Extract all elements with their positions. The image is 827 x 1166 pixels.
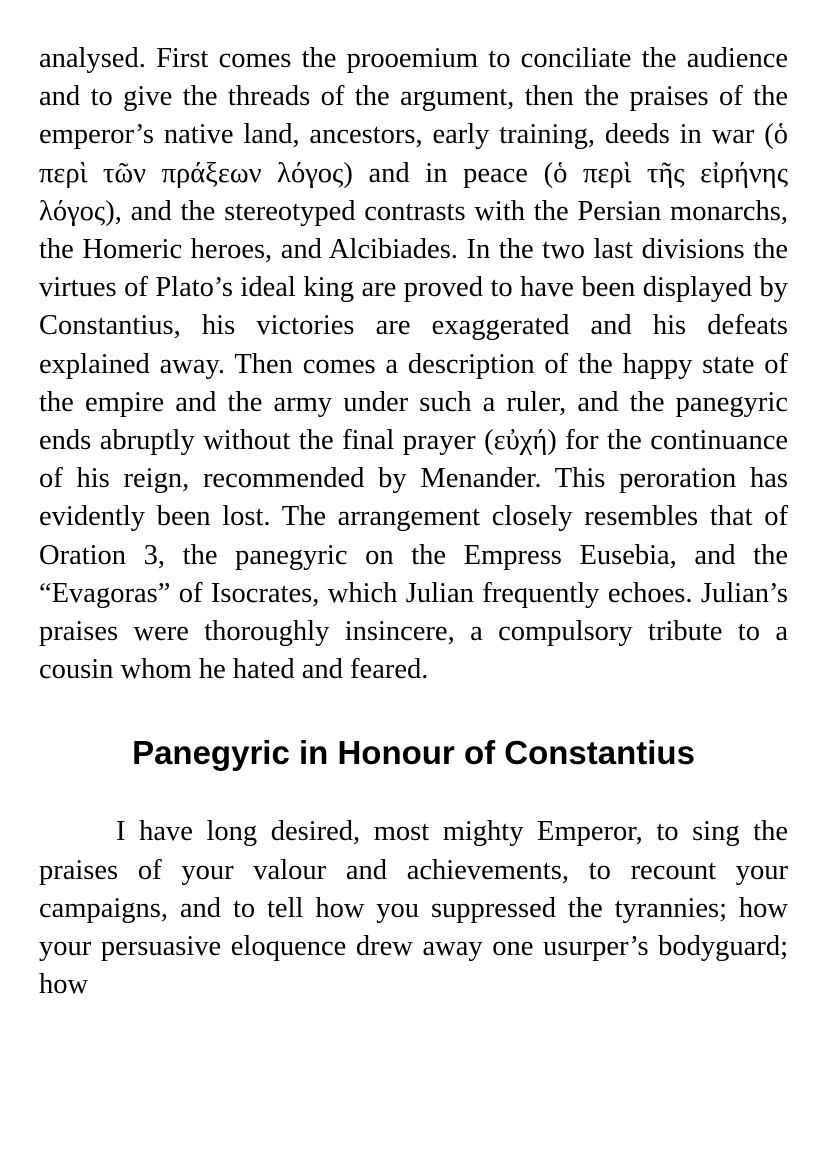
oration-opening-paragraph: I have long desired, most mighty Emperor, to sing the praises of your valour and achievements, to recount your campaigns, and to tell how you suppressed the tyrannies; how your persuasive eloquence drew away one usurper’s bodyguard; how — [39, 816, 788, 1001]
intro-paragraph: analysed. First comes the prooemium to conciliate the audience and to give the threads of the argument, then the praises of the emperor’s native land, ancestors, early training, deeds in war (ὁ περὶ τῶν πράξεων λόγος) and in peace (ὁ περὶ τῆς εἰρήνης λόγος), and the stereotyped contrasts with the Persian monarchs, the Homeric heroes, and Alcibiades. In the two last divisions the virtues of Plato’s ideal king are proved to have been displayed by Constantius, his victories are exaggerated and his defeats explained away. Then comes a description of the happy state of the empire and the army under such a ruler, and the panegyric ends abruptly without the final prayer (εὐχή) for the continuance of his reign, recommended by Menander. This peroration has evidently been lost. The arrangement closely resembles that of Oration 3, the panegyric on the Empress Eusebia, and the “Evagoras” of Isocrates, which Julian frequently echoes. Julian’s praises were thoroughly insincere, a compulsory tribute to a cousin whom he hated and feared. — [39, 43, 788, 686]
section-heading: Panegyric in Honour of Constantius — [132, 734, 695, 772]
document-page — [39, 40, 788, 1004]
